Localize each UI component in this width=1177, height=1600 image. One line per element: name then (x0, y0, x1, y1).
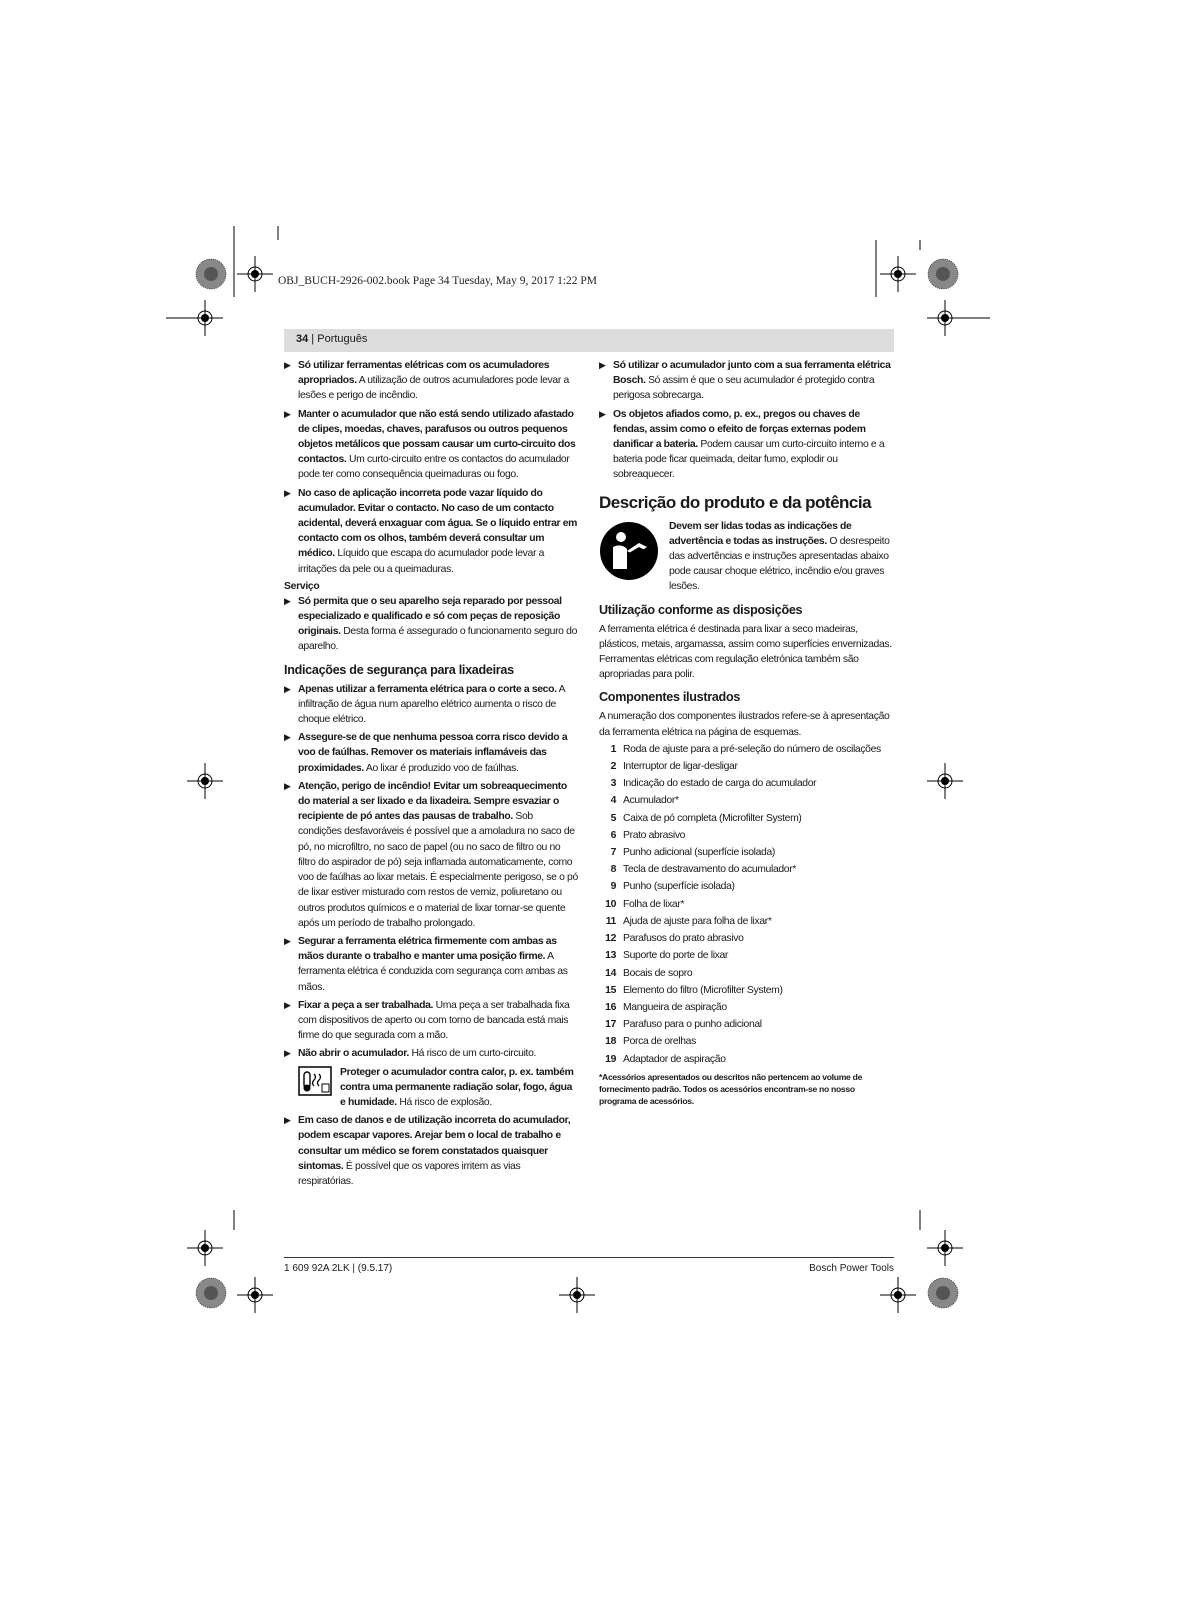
component-item (599, 966, 892, 981)
arrow-icon: ▶ (284, 408, 291, 419)
component-item (599, 931, 892, 946)
component-item (599, 914, 892, 929)
component-number: 17 (605, 1019, 616, 1031)
component-item (599, 1034, 892, 1049)
read-manual-icon (599, 521, 659, 581)
paragraph: A numeração dos componentes ilustrados refere-se à apresentação da ferramenta elétrica na página de esquemas. (599, 711, 890, 738)
section-heading-main: Descrição do produto e da potência (599, 492, 872, 512)
component-label: Caixa de pó completa (Microfilter System) (623, 812, 802, 824)
list-item: ▶ Só utilizar ferramentas elétricas com os acumuladores apropriados. A utilização de outros acumuladores pode levar a lesões e perigo de incêndio. (284, 360, 569, 402)
component-item (599, 845, 892, 860)
component-item (599, 897, 892, 912)
component-item (599, 759, 892, 774)
page-number: 34 (296, 333, 309, 345)
heat-warning: Proteger o acumulador contra calor, p. ex. também contra uma permanente radiação solar, fogo, água e humidade. Há risco de explosão. (298, 1065, 578, 1111)
component-item (599, 862, 892, 877)
list-item: ▶ No caso de aplicação incorreta pode vazar líquido do acumulador. Evitar o contacto. No caso de um contacto acidental, deverá enxaguar com água. Se o líquido entrar em contacto com os olhos, também deverá consultar um médico. Líquido que escapa do acumulador pode levar a irritações da pele ou a queimaduras. (284, 487, 578, 575)
component-item (599, 879, 892, 894)
component-number: 1 (610, 743, 616, 755)
component-number: 2 (610, 761, 616, 773)
list-item: ▶ Em caso de danos e de utilização incorreta do acumulador, podem escapar vapores. Arejar bem o local de trabalho e consultar um médico se forem constatados quaisquer sintomas. É possível que os vapores irritem as vias respiratórias. (284, 1115, 571, 1187)
component-item (599, 776, 892, 791)
list-item: ▶ Só utilizar o acumulador junto com a sua ferramenta elétrica Bosch. Só assim é que o seu acumulador é protegido contra perigosa sobrecarga. (599, 360, 891, 402)
list-item: ▶ Não abrir o acumulador. Há risco de um curto-circuito. (284, 1046, 578, 1061)
component-label: Roda de ajuste para a pré-seleção do número de oscilações (623, 743, 881, 755)
component-label: Ajuda de ajuste para folha de lixar* (623, 915, 772, 927)
component-number: 12 (605, 933, 616, 945)
list-item: ▶ Só permita que o seu aparelho seja reparado por pessoal especializado e qualificado e só com peças de reposição originais. Desta forma é assegurado o funcionamento seguro do aparelho. (284, 595, 578, 653)
list-item: ▶ Os objetos afiados como, p. ex., pregos ou chaves de fendas, assim como o efeito de forças externas podem danificar a bateria. Podem causar um curto-circuito interno e a bateria pode ficar queimada, deitar fumo, explodir ou sobreaquecer. (599, 408, 885, 481)
left-column (284, 358, 578, 1192)
footer-code: 1 609 92A 2LK | (9.5.17) (284, 1263, 393, 1274)
arrow-icon: ▶ (284, 360, 291, 370)
arrow-icon: ▶ (284, 683, 291, 694)
component-label: Folha de lixar* (623, 898, 685, 910)
component-number: 18 (605, 1036, 616, 1048)
arrow-icon: ▶ (284, 595, 291, 606)
component-label: Elemento do filtro (Microfilter System) (623, 984, 783, 996)
component-number: 9 (610, 881, 616, 893)
component-label: Interruptor de ligar-desligar (623, 761, 738, 773)
battery-heat-icon (298, 1066, 332, 1096)
arrow-icon: ▶ (284, 487, 291, 498)
component-label: Mangueira de aspiração (623, 1001, 727, 1013)
arrow-icon: ▶ (599, 408, 606, 419)
section-heading: Indicações de segurança para lixadeiras (284, 662, 514, 677)
component-number: 14 (605, 967, 616, 979)
page-header: 34 | Português (284, 329, 894, 352)
list-item: ▶ Atenção, perigo de incêndio! Evitar um sobreaquecimento do material a ser lixado e da lixadeira. Sempre esvaziar o recipiente de pó antes das pausas de trabalho. Sob condições desfavoráveis é possível que a amoladura no saco de pó, no microfiltro, no saco de papel (ou no saco de filtro ou no filtro do aspirador de pó) seja inflamada automaticamente, como voo de faúlhas ao lixar metais. É especialmente perigoso, se o pó de lixar estiver misturado com restos de verniz, poliuretano ou outros produtos químicos e o material de lixar tornar-se quente após um período de trabalho prolongado. (284, 780, 578, 929)
footnote: *Acessórios apresentados ou descritos não pertencem ao volume de fornecimento padrão. Todos os acessórios encontram-se no nosso programa de acessórios. (599, 1071, 863, 1106)
component-label: Suporte do porte de lixar (623, 950, 729, 962)
component-number: 13 (605, 950, 616, 962)
component-label: Parafuso para o punho adicional (623, 1019, 762, 1031)
component-label: Acumulador* (623, 795, 679, 807)
component-label: Adaptador de aspiração (623, 1053, 726, 1065)
component-number: 10 (605, 898, 616, 910)
component-number: 16 (605, 1001, 616, 1013)
language-label: Português (317, 333, 368, 345)
component-label: Prato abrasivo (623, 829, 686, 841)
arrow-icon: ▶ (599, 360, 606, 370)
component-item (599, 742, 892, 757)
file-slug: OBJ_BUCH-2926-002.book Page 34 Tuesday, May 9, 2017 1:22 PM (278, 275, 598, 287)
arrow-icon: ▶ (284, 780, 291, 791)
component-number: 7 (610, 847, 616, 859)
component-label: Parafusos do prato abrasivo (623, 933, 744, 945)
read-instructions-warning: Devem ser lidas todas as indicações de advertência e todas as instruções. O desrespeito das advertências e instruções apresentadas abaixo pode causar choque elétrico, incêndio e/ou graves lesões. (599, 519, 892, 595)
component-number: 4 (610, 795, 616, 807)
component-number: 5 (610, 812, 616, 824)
list-item: ▶ Assegure-se de que nenhuma pessoa corra risco devido a voo de faúlhas. Remover os materiais inflamáveis das proximidades. Ao lixar é produzido voo de faúlhas. (284, 732, 568, 774)
paragraph: A ferramenta elétrica é destinada para lixar a seco madeiras, plásticos, metais, argamassa, assim como superfícies envernizadas. (599, 623, 892, 650)
footer-brand: Bosch Power Tools (809, 1263, 894, 1274)
component-item (599, 1000, 892, 1015)
component-item (599, 828, 892, 843)
component-item (599, 793, 892, 808)
paragraph: Ferramentas elétricas com regulação eletrónica também são apropriadas para polir. (599, 654, 859, 681)
component-label: Punho adicional (superfície isolada) (623, 847, 776, 859)
component-number: 3 (610, 778, 616, 790)
component-item (599, 948, 892, 963)
list-item: ▶ Manter o acumulador que não está sendo utilizado afastado de clipes, moedas, chaves, parafusos ou outros pequenos objetos metálicos que possam causar um curto-circuito dos contactos. Um curto-circuito entre os contactos do acumulador pode ter como consequência queimaduras ou fogo. (284, 408, 576, 481)
footer-rule (284, 1257, 894, 1258)
component-label: Porca de orelhas (623, 1036, 696, 1048)
component-number: 8 (610, 864, 616, 876)
component-number: 15 (605, 984, 616, 996)
right-column (599, 358, 892, 1107)
list-item: ▶ Fixar a peça a ser trabalhada. Uma peça a ser trabalhada fixa com dispositivos de aperto ou com torno de bancada está mais firme do que segurada com a mão. (284, 999, 570, 1042)
section-heading: Componentes ilustrados (599, 690, 741, 705)
component-label: Bocais de sopro (623, 967, 693, 979)
component-number: 19 (605, 1053, 616, 1065)
component-label: Punho (superfície isolada) (623, 881, 735, 893)
arrow-icon: ▶ (284, 935, 291, 946)
list-item: ▶ Apenas utilizar a ferramenta elétrica para o corte a seco. A infiltração de água num aparelho elétrico aumenta o risco de choque elétrico. (284, 683, 565, 726)
component-label: Indicação do estado de carga do acumulador (623, 778, 817, 790)
list-item: ▶ Segurar a ferramenta elétrica firmemente com ambas as mãos durante o trabalho e manter uma posição firme. A ferramenta elétrica é conduzida com segurança com ambas as mãos. (284, 935, 568, 993)
component-number: 11 (605, 915, 616, 927)
component-item (599, 1017, 892, 1032)
component-number: 6 (610, 829, 616, 841)
components-list (599, 742, 892, 1067)
section-subheading: Serviço (284, 580, 320, 592)
arrow-icon: ▶ (284, 999, 291, 1010)
component-item (599, 1052, 892, 1067)
arrow-icon: ▶ (284, 732, 291, 743)
arrow-icon: ▶ (284, 1115, 291, 1126)
component-item (599, 983, 892, 998)
component-item (599, 811, 892, 826)
arrow-icon: ▶ (284, 1048, 291, 1059)
section-heading: Utilização conforme as disposições (599, 602, 803, 617)
component-label: Tecla de destravamento do acumulador* (623, 864, 797, 876)
